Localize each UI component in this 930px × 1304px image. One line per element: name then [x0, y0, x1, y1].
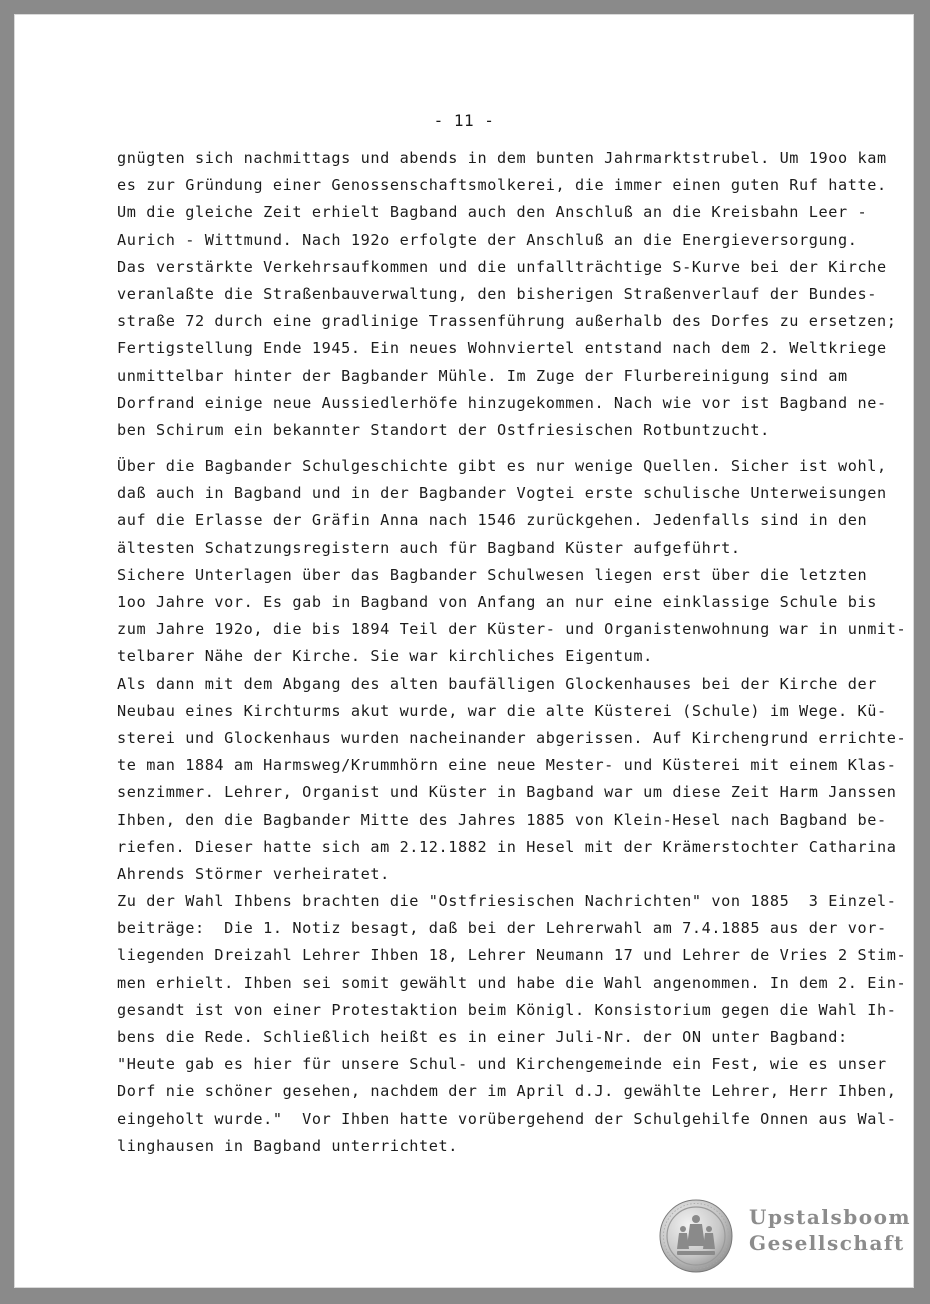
text-line: sterei und Glockenhaus wurden nacheinander abgerissen. Auf Kirchengrund errichte-	[117, 728, 907, 747]
text-line: Als dann mit dem Abgang des alten baufälligen Glockenhauses bei der Kirche der	[117, 674, 878, 693]
text-line: bens die Rede. Schließlich heißt es in einer Juli-Nr. der ON unter Bagband:	[117, 1028, 848, 1046]
body-text	[117, 145, 907, 1160]
paragraph-1	[117, 145, 897, 444]
text-line: Neubau eines Kirchturms akut wurde, war die alte Küsterei (Schule) im Wege. Kü-	[117, 701, 887, 720]
text-line: eingeholt wurde." Vor Ihben hatte vorübergehend der Schulgehilfe Onnen aus Wal-	[117, 1109, 897, 1128]
upstalsboom-logo	[659, 1199, 912, 1275]
page-number: - 11 -	[433, 111, 495, 130]
text-line: beiträge: Die 1. Notiz besagt, daß bei der Lehrerwahl am 7.4.1885 aus der vor-	[117, 919, 887, 938]
logo-line-2: Gesellschaft	[749, 1231, 905, 1255]
text-line: veranlaßte die Straßenbauverwaltung, den bisherigen Straßenverlauf der Bundes-	[117, 284, 878, 303]
text-line: Dorfrand einige neue Aussiedlerhöfe hinzugekommen. Nach wie vor ist Bagband ne-	[117, 393, 887, 412]
text-line: Um die gleiche Zeit erhielt Bagband auch den Anschluß an die Kreisbahn Leer -	[117, 203, 868, 222]
text-line: Aurich - Wittmund. Nach 192o erfolgte der Anschluß an die Energieversorgung.	[117, 230, 858, 249]
paragraph-2	[117, 453, 907, 1160]
text-line: daß auch in Bagband und in der Bagbander Vogtei erste schulische Unterweisungen	[117, 484, 887, 503]
seal-icon	[659, 1199, 733, 1273]
text-line: te man 1884 am Harmsweg/Krummhörn eine neue Mester- und Küsterei mit einem Klas-	[117, 756, 897, 775]
text-line: telbarer Nähe der Kirche. Sie war kirchliches Eigentum.	[117, 647, 653, 666]
text-line: "Heute gab es hier für unsere Schul- und Kirchengemeinde ein Fest, wie es unser	[117, 1055, 887, 1074]
text-line: senzimmer. Lehrer, Organist und Küster in Bagband war um diese Zeit Harm Janssen	[117, 783, 897, 802]
text-line: zum Jahre 192o, die bis 1894 Teil der Küster- und Organistenwohnung war in unmit-	[117, 620, 907, 639]
text-line: auf die Erlasse der Gräfin Anna nach 1546 zurückgehen. Jedenfalls sind in den	[117, 511, 868, 530]
text-line: ältesten Schatzungsregistern auch für Bagband Küster aufgeführt.	[117, 538, 741, 557]
text-line: unmittelbar hinter der Bagbander Mühle. Im Zuge der Flurbereinigung sind am	[117, 366, 848, 385]
text-line: Fertigstellung Ende 1945. Ein neues Wohnviertel entstand nach dem 2. Weltkriege	[117, 339, 887, 358]
text-line: gesandt ist von einer Protestaktion beim Königl. Konsistorium gegen die Wahl Ih-	[117, 1000, 897, 1019]
document-page	[14, 14, 914, 1288]
text-line: 1oo Jahre vor. Es gab in Bagband von Anfang an nur eine einklassige Schule bis	[117, 593, 878, 611]
text-line: Dorf nie schöner gesehen, nachdem der im April d.J. gewählte Lehrer, Herr Ihben,	[117, 1082, 897, 1101]
text-line: Ahrends Störmer verheiratet.	[117, 864, 390, 883]
text-line: straße 72 durch eine gradlinige Trassenführung außerhalb des Dorfes zu ersetzen;	[117, 312, 897, 331]
paragraph-gap	[117, 444, 857, 453]
text-line: riefen. Dieser hatte sich am 2.12.1882 in Hesel mit der Krämerstochter Catharina	[117, 837, 897, 856]
text-line: liegenden Dreizahl Lehrer Ihben 18, Lehrer Neumann 17 und Lehrer de Vries 2 Stim-	[117, 946, 907, 965]
text-line: linghausen in Bagband unterrichtet.	[117, 1136, 459, 1155]
logo-wordmark	[749, 1204, 911, 1256]
text-line: Das verstärkte Verkehrsaufkommen und die unfallträchtige S-Kurve bei der Kirche	[117, 257, 887, 276]
text-line: ben Schirum ein bekannter Standort der Ostfriesischen Rotbuntzucht.	[117, 420, 770, 439]
text-line: men erhielt. Ihben sei somit gewählt und habe die Wahl angenommen. In dem 2. Ein-	[117, 973, 907, 992]
text-line: es zur Gründung einer Genossenschaftsmolkerei, die immer einen guten Ruf hatte.	[117, 176, 887, 195]
text-line: Sichere Unterlagen über das Bagbander Schulwesen liegen erst über die letzten	[117, 565, 868, 584]
logo-line-1: Upstalsboom	[749, 1205, 912, 1229]
text-line: Ihben, den die Bagbander Mitte des Jahres 1885 von Klein-Hesel nach Bagband be-	[117, 810, 887, 829]
text-line: Über die Bagbander Schulgeschichte gibt es nur wenige Quellen. Sicher ist wohl,	[117, 457, 887, 476]
text-line: gnügten sich nachmittags und abends in dem bunten Jahrmarktstrubel. Um 19oo kam	[117, 149, 887, 167]
text-line: Zu der Wahl Ihbens brachten die "Ostfriesischen Nachrichten" von 1885 3 Einzel-	[117, 892, 897, 911]
